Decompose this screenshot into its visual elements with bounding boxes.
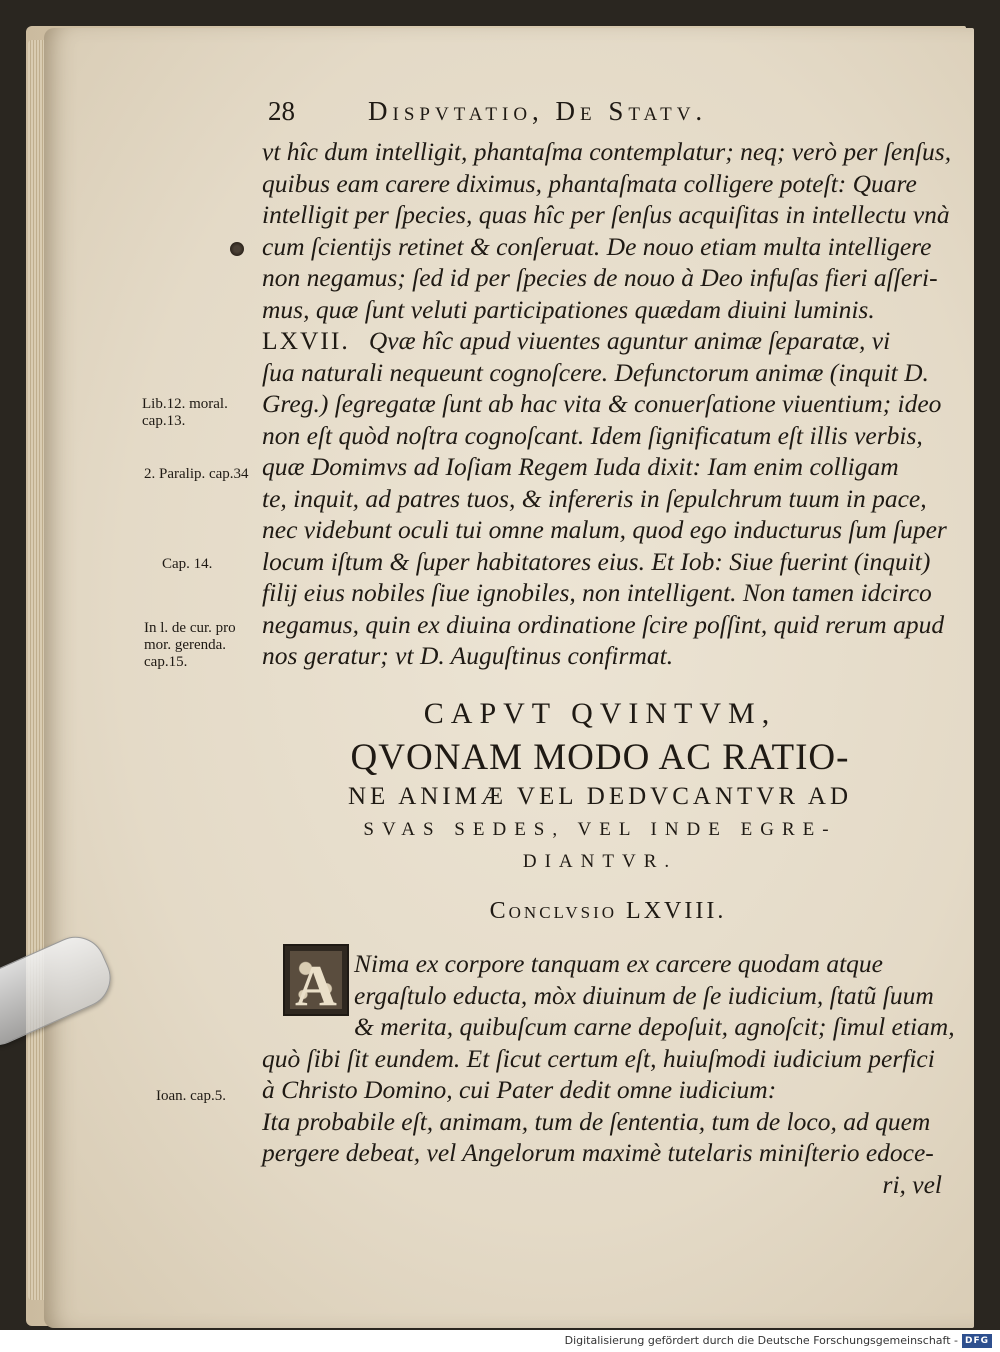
catchword-line: ri, vel: [882, 1169, 942, 1199]
text-line: Nima ex corpore tanquam ex carcere quodam atque: [354, 949, 883, 978]
margin-note-ioan: [156, 1088, 226, 1105]
body-text-section-1: [262, 136, 952, 672]
paragraph-start-line: [262, 325, 942, 357]
text-line: Greg.) ſegregatæ ſunt ab hac vita & conuerſatione viuentium; ideo: [262, 389, 942, 418]
text-line: nec videbunt oculi tui omne malum, quod ego inducturus ſum ſuper: [262, 515, 947, 544]
text-line: non negamus; ſed id per ſpecies de nouo à Deo infuſas fieri aſſeri-: [262, 263, 938, 292]
text-line: nos geratur; vt D. Auguſtinus confirmat.: [262, 641, 674, 670]
dfg-logo-icon: DFG: [962, 1334, 992, 1348]
margin-note-line: mor. gerenda.: [144, 637, 227, 653]
margin-bullet-icon: [230, 242, 244, 256]
text-line: ergaſtulo educta, mòx diuinum de ſe iudicium, ſtatũ ſuum: [354, 980, 934, 1010]
text-line: cum ſcientijs retinet & conſeruat. De nouo etiam multa intelligere: [262, 231, 932, 261]
margin-note-line: Cap. 14.: [162, 556, 213, 572]
text-line: te, inquit, ad patres tuos, & infereris in ſepulchrum tuum in pace,: [262, 483, 927, 513]
margin-note-line: cap.13.: [142, 413, 186, 429]
conclusio-heading: Conclvsio LXVIII.: [489, 898, 727, 924]
margin-note-line: Lib.12. moral.: [142, 396, 228, 412]
running-head: [268, 96, 828, 136]
margin-note-line: cap.15.: [144, 654, 188, 670]
page-number: 28: [268, 96, 295, 126]
margin-note-moral: [142, 396, 228, 430]
text-line: Ita probabile eſt, animam, tum de ſententia, tum de loco, ad quem: [262, 1106, 931, 1136]
text-line: negamus, quin ex diuina ordinatione ſcire poſſint, quid rerum apud: [262, 609, 945, 639]
running-title: Dispvtatio, De Statv.: [368, 96, 708, 126]
margin-note-line: 2. Paralip. cap.34: [144, 466, 249, 482]
footer-credit: Digitalisierung gefördert durch die Deutsche Forschungsgemeinschaft -: [564, 1334, 958, 1347]
chapter-heading-line: SVAS SEDES, VEL INDE EGRE-: [363, 819, 837, 840]
text-line: mus, quæ ſunt veluti participationes quædam diuini luminis.: [262, 294, 875, 324]
paragraph-number: LXVII.: [262, 326, 350, 355]
text-line: pergere debeat, vel Angelorum maximè tutelaris miniſterio edoce-: [262, 1138, 934, 1167]
text-line: quò ſibi ſit eundem. Et ſicut certum eſt, huiuſmodi iudicium perfici: [262, 1043, 935, 1073]
chapter-heading-line: NE ANIMÆ VEL DEDVCANTVR AD: [348, 783, 852, 810]
text-line: quibus eam carere diximus, phantaſmata colligere poteſt: Quare: [262, 168, 917, 198]
paragraph-text: Qvæ hîc apud viuentes aguntur animæ ſeparatæ, vi: [368, 326, 891, 355]
text-line: filij eius nobiles ſiue ignobiles, non intelligent. Non tamen idcirco: [262, 578, 932, 607]
initial-letter: A: [295, 953, 337, 1018]
text-line: locum iſtum & ſuper habitatores eius. Et Iob: Siue fuerint (inquit): [262, 546, 931, 576]
margin-note-line: Ioan. cap.5.: [156, 1088, 226, 1104]
body-text-section-2: [262, 948, 955, 1200]
text-line: ſua naturali nequeunt cognoſcere. Defunctorum animæ (inquit D.: [262, 357, 929, 387]
text-line: & merita, quibuſcum carne depoſuit, agnoſcit; ſimul etiam,: [354, 1012, 955, 1041]
text-line: non eſt quòd noſtra cognoſcant. Idem ſignificatum eſt illis verbis,: [262, 420, 923, 450]
text-line: intelligit per ſpecies, quas hîc per ſenſus acquiſitas in intellectu vnà: [262, 200, 950, 229]
text-line: quæ Domimvs ad Ioſiam Regem Iuda dixit: Iam enim colligam: [262, 452, 899, 481]
chapter-heading-line: CAPVT QVINTVM,: [423, 697, 777, 730]
margin-note-line: In l. de cur. pro: [144, 620, 236, 636]
margin-note-augustinus: [144, 620, 236, 671]
margin-note-cap14: [162, 556, 212, 573]
text-line: à Christo Domino, cui Pater dedit omne iudicium:: [262, 1075, 777, 1104]
chapter-heading-line: DIANTVR.: [522, 851, 678, 872]
chapter-heading-line: QVONAM MODO AC RATIO-: [350, 737, 850, 778]
margin-note-paralip: [144, 466, 249, 483]
chapter-heading: [280, 692, 920, 878]
text-line: vt hîc dum intelligit, phantaſma contemplatur; neq; verò per ſenſus,: [262, 137, 952, 166]
